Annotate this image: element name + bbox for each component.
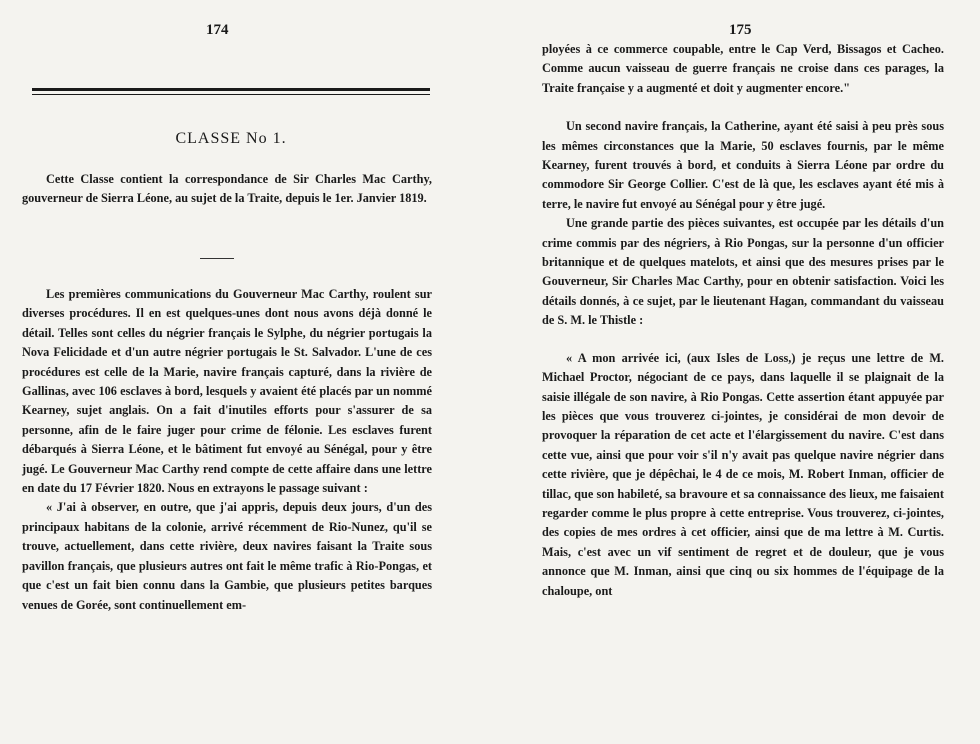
double-rule-thin bbox=[32, 94, 430, 95]
page-number-left: 174 bbox=[206, 22, 229, 38]
intro-paragraph: Cette Classe contient la correspondance de Sir Charles Mac Carthy, gouverneur de Sierra Léone, au sujet de la Traite, depuis le 1er. Janvier 1819. bbox=[22, 172, 432, 206]
left-paragraph-1: Les premières communications du Gouverneur Mac Carthy, roulent sur diverses procédures. Il en est quelques-unes dont nous avons déjà donné le détail. Telles sont celles du négrier français le Sylphe, du négrier portugais la Nova Felicidade et d'un autre négrier portugais le St. Salvador. L'une de ces procédures est celle de la Marie, navire français capturé, dans la rivière de Gallinas, avec 106 esclaves à bord, lesquels y avaient été placés par un nommé Kearney, sujet anglais. On a fait d'inutiles efforts pour s'assurer de sa personne, afin de le faire juger pour crime de félonie. Les esclaves furent débarqués à Sierra Léone, et le bâtiment fut envoyé au Sénégal, pour y être jugé. Le Gouverneur Mac Carthy rend compte de cette affaire dans une lettre en date du 17 Février 1820. Nous en extrayons le passage suivant : bbox=[22, 287, 432, 496]
right-body bbox=[542, 40, 944, 601]
intro-block bbox=[22, 170, 432, 209]
right-paragraph-3: Une grande partie des pièces suivantes, est occupée par les détails d'un crime commis par des négriers, à Rio Pongas, sur la personne d'un officier britannique et de quelques matelots, et ainsi que des mesures prises par le Gouverneur, Sir Charles Mac Carthy, pour en obtenir satisfaction. Voici les détails donnés, à ce sujet, par le lieutenant Hagan, commandant du vaisseau de S. M. le Thistle : bbox=[542, 216, 944, 328]
separator-rule bbox=[200, 258, 234, 259]
right-paragraph-1: ployées à ce commerce coupable, entre le Cap Verd, Bissagos et Cacheo. Comme aucun vaisseau de guerre français ne croise dans ces parages, la Traite française y a augmenté et doit y augmenter encore." bbox=[542, 42, 944, 95]
right-paragraph-2: Un second navire français, la Catherine, ayant été saisi à peu près sous les mêmes circonstances que la Marie, 50 esclaves fournis, par le même Kearney, furent trouvés à bord, et conduits à Sierra Léone par ordre du commodore Sir George Collier. C'est de là que, les esclaves ayant été mis à terre, le navire fut envoyé au Sénégal pour y être jugé. bbox=[542, 119, 944, 211]
left-body bbox=[22, 285, 432, 615]
double-rule-thick bbox=[32, 88, 430, 91]
left-paragraph-2: « J'ai à observer, en outre, que j'ai appris, depuis deux jours, d'un des principaux habitans de la colonie, arrivé récemment de Rio-Nunez, qu'il se trouve, actuellement, dans cette rivière, deux navires faisant la Traite sous pavillon français, que plusieurs autres ont fait le même trafic à Rio-Pongas, et que c'est un fait bien connu dans la Gambie, que plusieurs petites barques venues de Gorée, sont continuellement em- bbox=[22, 500, 432, 612]
page-number-right: 175 bbox=[729, 22, 752, 38]
section-heading: CLASSE No 1. bbox=[175, 130, 287, 147]
right-paragraph-4: « A mon arrivée ici, (aux Isles de Loss,) je reçus une lettre de M. Michael Proctor, négociant de ce pays, dans laquelle il se plaignait de la saisie illégale de son navire, à Rio Pongas. Cette assertion étant appuyée par les pièces que vous trouverez ci-jointes, je considérai de mon devoir de provoquer la réparation de cet acte et l'élargissement du navire. C'est dans cette vue, ainsi que pour voir s'il n'y avait pas quelque navire négrier dans cette rivière, que je dépêchai, le 4 de ce mois, M. Robert Inman, officier de tillac, que son habileté, sa bravoure et sa connaissance des lieux, me faisaient regarder comme le plus propre à cette entreprise. Vous trouverez, ci-jointes, des copies de mes ordres à cet officier, ainsi que de ma lettre à M. Curtis. Mais, c'est avec un vif sentiment de regret et de douleur, que je vous annonce que M. Inman, ainsi que cinq ou six hommes de l'équipage de la chaloupe, ont bbox=[542, 350, 944, 598]
